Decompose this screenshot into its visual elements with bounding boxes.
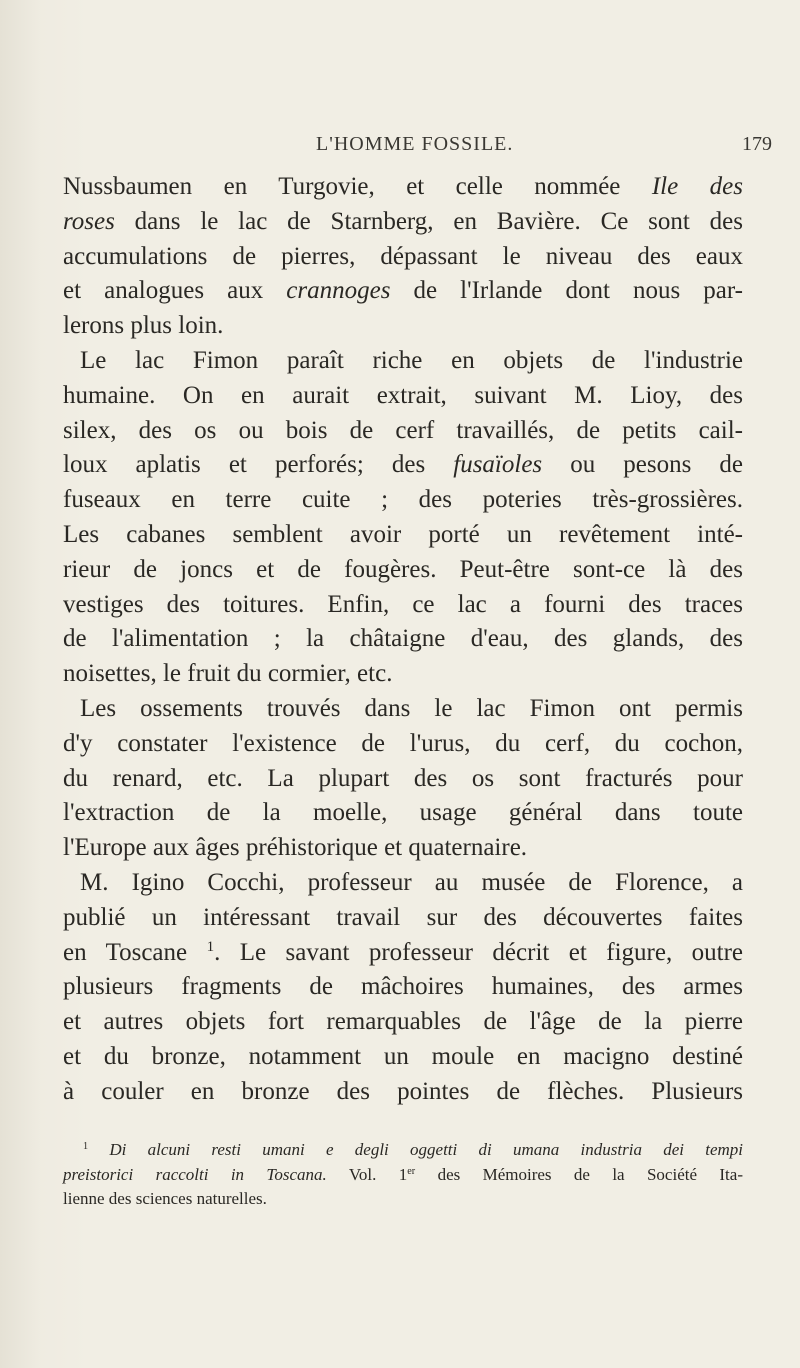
text-line: [63, 1040, 743, 1075]
text-run: accumulations de pierres, dépassant le niveau des eaux: [63, 242, 743, 270]
text-line: [63, 622, 743, 657]
text-line: [63, 205, 743, 240]
text-line: [63, 240, 743, 275]
text-run: vestiges des toitures. Enfin, ce lac a fourni des traces: [63, 590, 743, 618]
italic-text: preistorici raccolti in Toscana.: [63, 1164, 327, 1184]
text-run: publié un intéressant travail sur des découvertes faites: [63, 903, 743, 931]
text-run: plusieurs fragments de mâchoires humaines, des armes: [63, 973, 743, 1001]
text-run: M. Igino Cocchi, professeur au musée de Florence, a: [80, 868, 743, 896]
text-run: l'Europe aux âges préhistorique et quaternaire.: [63, 834, 528, 862]
text-line: [63, 901, 743, 936]
text-line: [63, 1075, 743, 1110]
text-run: à couler en bronze des pointes de flèches. Plusieurs: [63, 1077, 743, 1105]
text-line: [63, 866, 743, 901]
text-run: et du bronze, notamment un moule en macigno destiné: [63, 1042, 743, 1070]
text-line: [63, 588, 743, 623]
text-run: fuseaux en terre cuite ; des poteries très-grossières.: [63, 486, 743, 514]
text-line: [63, 448, 743, 483]
text-line: [63, 1005, 743, 1040]
text-run: du renard, etc. La plupart des os sont fracturés pour: [63, 764, 743, 792]
text-line: [63, 518, 743, 553]
italic-text: fusaïoles: [453, 451, 543, 479]
text-run: humaine. On en aurait extrait, suivant M. Lioy, des: [63, 381, 743, 409]
text-line: [63, 762, 743, 797]
text-run: et autres objets fort remarquables de l'âge de la pierre: [63, 1008, 743, 1036]
text-run: [88, 1140, 109, 1159]
text-run: et analogues aux: [63, 277, 287, 305]
italic-text: crannoges: [286, 277, 391, 305]
text-run: lerons plus loin.: [63, 312, 224, 340]
text-run: loux aplatis et perforés; des: [63, 451, 454, 479]
text-line: [63, 274, 743, 309]
footnote: [63, 1138, 743, 1212]
footnote-line: [63, 1187, 743, 1212]
italic-text: roses: [63, 207, 115, 235]
text-run: en Toscane: [63, 938, 207, 966]
text-line: [63, 483, 743, 518]
text-line: [63, 727, 743, 762]
text-run: des Mémoires de la Société Ita-: [415, 1164, 743, 1184]
body-text: [63, 170, 743, 1110]
text-line: [63, 657, 743, 692]
text-run: d'y constater l'existence de l'urus, du cerf, du cochon,: [63, 729, 743, 757]
text-line: [63, 692, 743, 727]
text-run: . Le savant professeur décrit et figure, outre: [214, 938, 743, 966]
text-line: [63, 379, 743, 414]
text-run: de l'alimentation ; la châtaigne d'eau, des glands, des: [63, 625, 743, 653]
text-line: [63, 553, 743, 588]
text-run: de l'Irlande dont nous par-: [390, 277, 743, 305]
text-run: rieur de joncs et de fougères. Peut-être sont-ce là des: [63, 555, 743, 583]
paragraph: [63, 344, 743, 692]
text-line: [63, 170, 743, 205]
text-line: [63, 936, 743, 971]
italic-text: Di alcuni resti umani e degli oggetti di umana industria dei tempi: [109, 1140, 743, 1159]
text-line: [63, 414, 743, 449]
page-number: 179: [742, 133, 772, 155]
superscript: 1: [206, 938, 215, 955]
text-run: l'extraction de la moelle, usage général dans toute: [63, 799, 743, 827]
text-run: Le lac Fimon paraît riche en objets de l'industrie: [80, 346, 743, 374]
text-run: Les ossements trouvés dans le lac Fimon ont permis: [80, 694, 743, 722]
text-line: [63, 344, 743, 379]
text-run: noisettes, le fruit du cormier, etc.: [63, 660, 393, 688]
text-run: Nussbaumen en Turgovie, et celle nommée: [63, 173, 652, 200]
superscript: 1: [83, 1140, 89, 1152]
paragraph: [63, 866, 743, 1110]
paragraph: [63, 170, 743, 344]
italic-text: Ile des: [651, 173, 743, 200]
running-title: L'HOMME FOSSILE.: [316, 133, 514, 155]
running-head: [0, 133, 800, 163]
text-run: lienne des sciences naturelles.: [63, 1189, 267, 1208]
text-line: [63, 796, 743, 831]
text-run: silex, des os ou bois de cerf travaillés, de petits cail-: [63, 416, 743, 444]
text-line: [63, 309, 743, 344]
footnote-line: [63, 1163, 743, 1188]
text-run: ou pesons de: [542, 451, 743, 479]
text-line: [63, 831, 743, 866]
text-run: Vol. 1: [326, 1164, 408, 1184]
footnote-line: [63, 1138, 743, 1163]
text-line: [63, 970, 743, 1005]
text-run: dans le lac de Starnberg, en Bavière. Ce sont des: [114, 207, 743, 235]
superscript: er: [407, 1165, 416, 1177]
text-run: Les cabanes semblent avoir porté un revêtement inté-: [63, 520, 743, 548]
paragraph: [63, 692, 743, 866]
